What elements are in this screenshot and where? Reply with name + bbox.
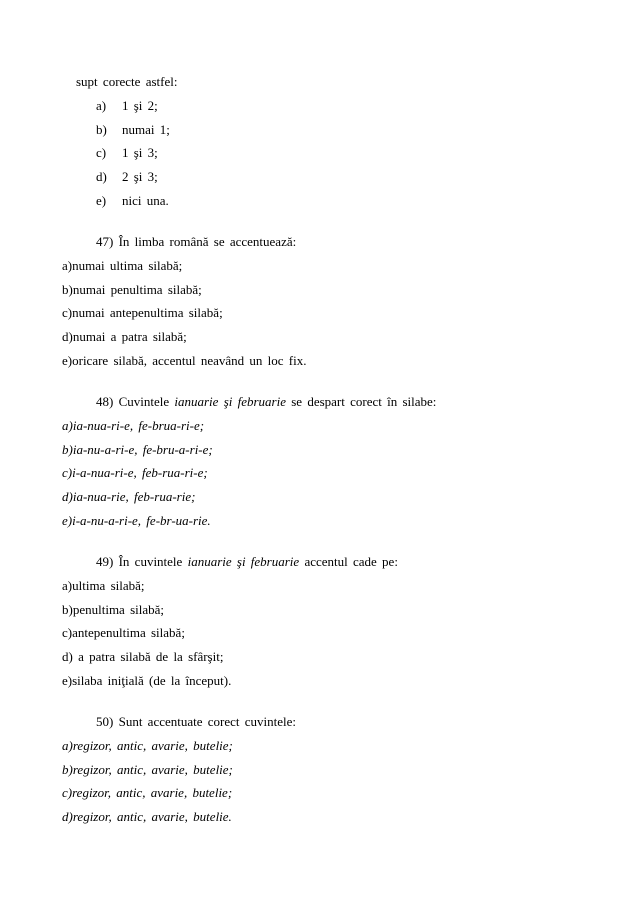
option-text: numai a patra silabă; — [72, 329, 187, 344]
question-text: În limba română se accentuează: — [118, 234, 297, 249]
question-49 — [96, 554, 398, 570]
option-letter: b) — [62, 762, 73, 777]
question-number: 47) — [96, 234, 114, 249]
option-text: regizor, antic, avarie, butelie; — [72, 762, 233, 777]
option-letter: c) — [96, 145, 107, 160]
option-letter: d) — [96, 169, 107, 184]
q48-option-b — [62, 442, 213, 458]
option-letter: a) — [62, 738, 73, 753]
question-text-before: În cuvintele — [118, 554, 183, 569]
question-number: 50) — [96, 714, 114, 729]
question-50 — [96, 714, 296, 730]
option-letter: a) — [96, 98, 107, 113]
question-text-after: se despart corect în silabe: — [291, 394, 437, 409]
option-letter: d) — [62, 809, 73, 824]
option-letter: d) — [62, 489, 73, 504]
q50-option-d — [62, 809, 232, 825]
option-text: ia-nu-a-ri-e, fe-bru-a-ri-e; — [72, 442, 213, 457]
q47-option-a — [62, 258, 182, 274]
option-text: a patra silabă de la sfârşit; — [78, 649, 224, 664]
option-text: oricare silabă, accentul neavând un loc fix. — [72, 353, 307, 368]
q48-option-e — [62, 513, 211, 529]
option-letter: e) — [62, 673, 73, 688]
intro-option-e — [96, 193, 169, 209]
option-text: numai 1; — [122, 122, 170, 137]
q50-option-b — [62, 762, 233, 778]
option-letter: b) — [96, 122, 107, 137]
option-letter: e) — [96, 193, 107, 208]
option-text: i-a-nu-a-ri-e, fe-br-ua-rie. — [72, 513, 211, 528]
option-text: ultima silabă; — [72, 578, 145, 593]
q49-option-e — [62, 673, 231, 689]
intro-option-d — [96, 169, 158, 185]
q50-option-c — [62, 785, 232, 801]
option-letter: b) — [62, 602, 73, 617]
option-letter: a) — [62, 418, 73, 433]
option-text: ia-nua-rie, feb-rua-rie; — [72, 489, 196, 504]
option-text: antepenultima silabă; — [72, 625, 185, 640]
question-text-after: accentul cade pe: — [304, 554, 398, 569]
q48-option-c — [62, 465, 208, 481]
q48-option-d — [62, 489, 195, 505]
q49-option-b — [62, 602, 164, 618]
option-letter: e) — [62, 513, 73, 528]
option-text: nici una. — [122, 193, 169, 208]
option-letter: a) — [62, 258, 73, 273]
option-text: 2 şi 3; — [122, 169, 158, 184]
option-text: i-a-nua-ri-e, feb-rua-ri-e; — [72, 465, 208, 480]
intro-option-c — [96, 145, 158, 161]
intro-option-b — [96, 122, 170, 138]
option-letter: c) — [62, 785, 73, 800]
q48-option-a — [62, 418, 204, 434]
q50-option-a — [62, 738, 233, 754]
option-letter: d) — [62, 329, 73, 344]
option-text: numai antepenultima silabă; — [72, 305, 223, 320]
q49-option-a — [62, 578, 145, 594]
intro-option-a — [96, 98, 158, 114]
option-letter: d) — [62, 649, 73, 664]
option-text: 1 şi 2; — [122, 98, 158, 113]
q47-option-d — [62, 329, 187, 345]
option-letter: e) — [62, 353, 73, 368]
question-text-before: Cuvintele — [118, 394, 170, 409]
option-letter: c) — [62, 305, 73, 320]
question-text-italic: ianuarie şi februarie — [187, 554, 300, 569]
option-text: ia-nua-ri-e, fe-brua-ri-e; — [72, 418, 205, 433]
question-48 — [96, 394, 436, 410]
question-text: Sunt accentuate corect cuvintele: — [118, 714, 297, 729]
option-letter: c) — [62, 625, 73, 640]
question-number: 48) — [96, 394, 114, 409]
option-letter: b) — [62, 282, 73, 297]
option-text: regizor, antic, avarie, butelie; — [72, 785, 233, 800]
option-text: regizor, antic, avarie, butelie; — [72, 738, 233, 753]
option-text: numai penultima silabă; — [72, 282, 202, 297]
question-text-italic: ianuarie şi februarie — [174, 394, 286, 409]
option-text: 1 şi 3; — [122, 145, 158, 160]
option-text: regizor, antic, avarie, butelie. — [72, 809, 232, 824]
q47-option-b — [62, 282, 202, 298]
option-letter: b) — [62, 442, 73, 457]
q49-option-c — [62, 625, 185, 641]
option-text: silaba iniţială (de la început). — [72, 673, 232, 688]
question-47 — [96, 234, 296, 250]
q47-option-c — [62, 305, 223, 321]
q49-option-d — [62, 649, 223, 665]
intro-text: supt corecte astfel: — [76, 74, 178, 89]
option-letter: c) — [62, 465, 73, 480]
question-number: 49) — [96, 554, 114, 569]
option-text: penultima silabă; — [72, 602, 165, 617]
q47-option-e — [62, 353, 306, 369]
option-text: numai ultima silabă; — [72, 258, 183, 273]
option-letter: a) — [62, 578, 73, 593]
